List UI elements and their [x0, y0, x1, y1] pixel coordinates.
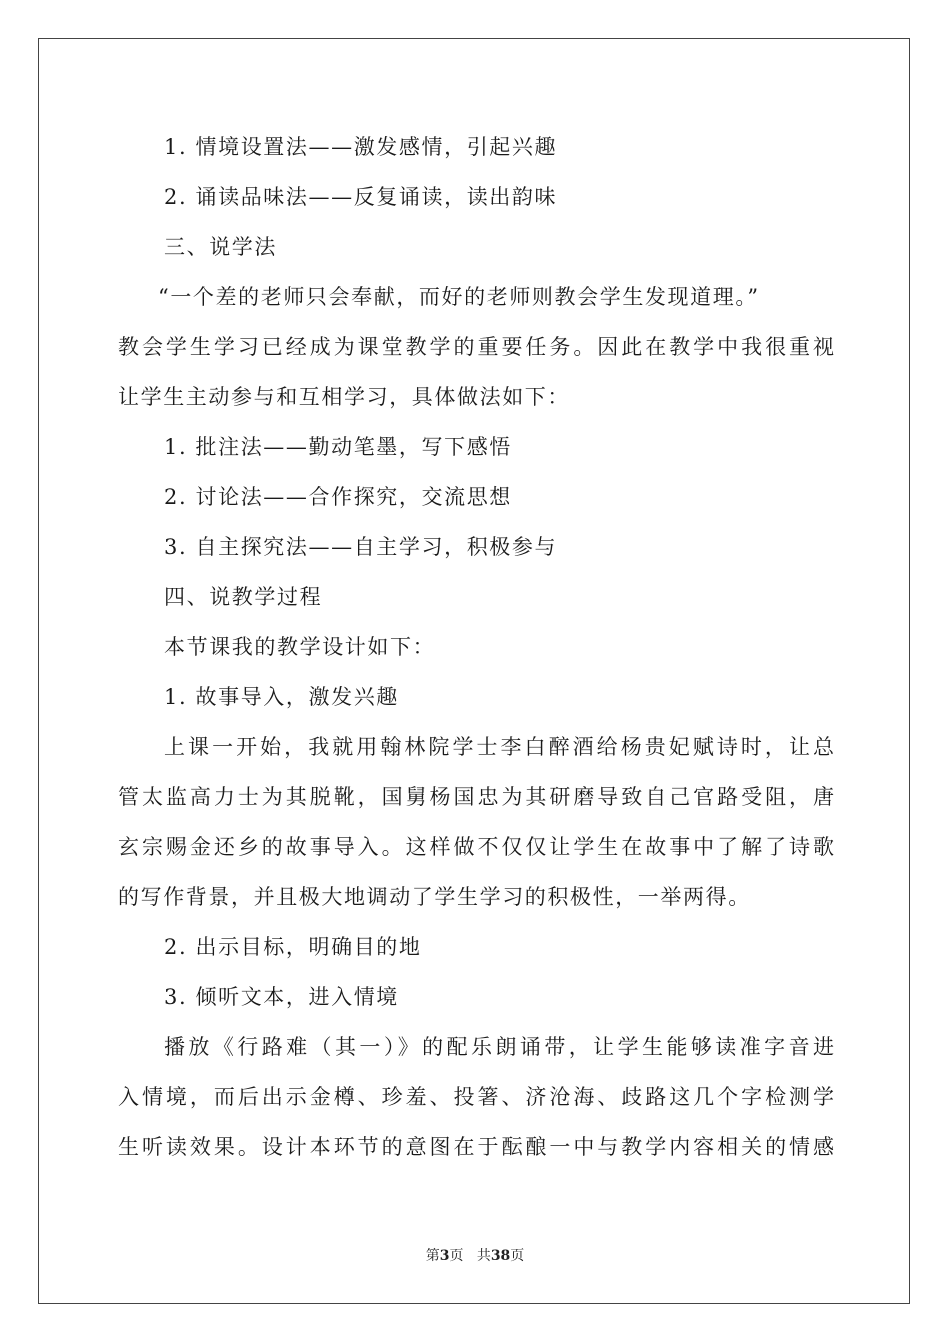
paragraph-text-line: 生听读效果。设计本环节的意图在于酝酿一中与教学内容相关的情感: [118, 1135, 834, 1159]
paragraph-text-line: 入情境，而后出示金樽、珍羞、投箸、济沧海、歧路这几个字检测学: [118, 1085, 834, 1109]
paragraph-text-line: 让学生主动参与和互相学习，具体做法如下：: [118, 385, 570, 409]
section-heading-teaching-process: 四、说教学过程: [164, 585, 323, 609]
paragraph-learning-3: 3. 自主探究法——自主学习，积极参与: [164, 535, 558, 559]
paragraph-text-line: 管太监高力士为其脱靴，国舅杨国忠为其研磨导致自己官路受阻，唐: [118, 785, 834, 809]
step-heading-1: 1. 故事导入，激发兴趣: [164, 685, 399, 709]
paragraph-method-1: 1. 情境设置法——激发感情，引起兴趣: [164, 135, 558, 159]
paragraph-text-line: 教会学生学习已经成为课堂教学的重要任务。因此在教学中我很重视: [118, 335, 834, 359]
paragraph-intro: 本节课我的教学设计如下：: [164, 635, 436, 659]
document-body: [118, 122, 834, 1172]
paragraph-learning-2: 2. 讨论法——合作探究，交流思想: [164, 485, 512, 509]
step-heading-3: 3. 倾听文本，进入情境: [164, 985, 399, 1009]
paragraph-learning-1: 1. 批注法——勤动笔墨，写下感悟: [164, 435, 512, 459]
paragraph-text-line: 玄宗赐金还乡的故事导入。这样做不仅仅让学生在故事中了解了诗歌: [118, 835, 834, 859]
footer-prefix: 第: [425, 1248, 440, 1264]
paragraph-method-2: 2. 诵读品味法——反复诵读，读出韵味: [164, 185, 558, 209]
footer-page-suffix: 页: [449, 1248, 464, 1264]
page-footer: [0, 1246, 950, 1266]
paragraph-quote: “一个差的老师只会奉献，而好的老师则教会学生发现道理。”: [158, 285, 760, 309]
paragraph-text-line: 的写作背景，并且极大地调动了学生学习的积极性，一举两得。: [118, 885, 751, 909]
paragraph-text-line: 上课一开始，我就用翰林院学士李白醉酒给杨贵妃赋诗时，让总: [164, 735, 834, 759]
section-heading-learning-method: 三、说学法: [164, 235, 277, 259]
footer-page-number: 3: [439, 1248, 450, 1264]
footer-total-pages: 38: [490, 1248, 511, 1264]
footer-total-suffix: 页: [510, 1248, 525, 1264]
footer-total-prefix: 共: [476, 1248, 491, 1264]
step-heading-2: 2. 出示目标，明确目的地: [164, 935, 422, 959]
paragraph-text-line: 播放《行路难（其一）》的配乐朗诵带，让学生能够读准字音进: [164, 1035, 834, 1059]
